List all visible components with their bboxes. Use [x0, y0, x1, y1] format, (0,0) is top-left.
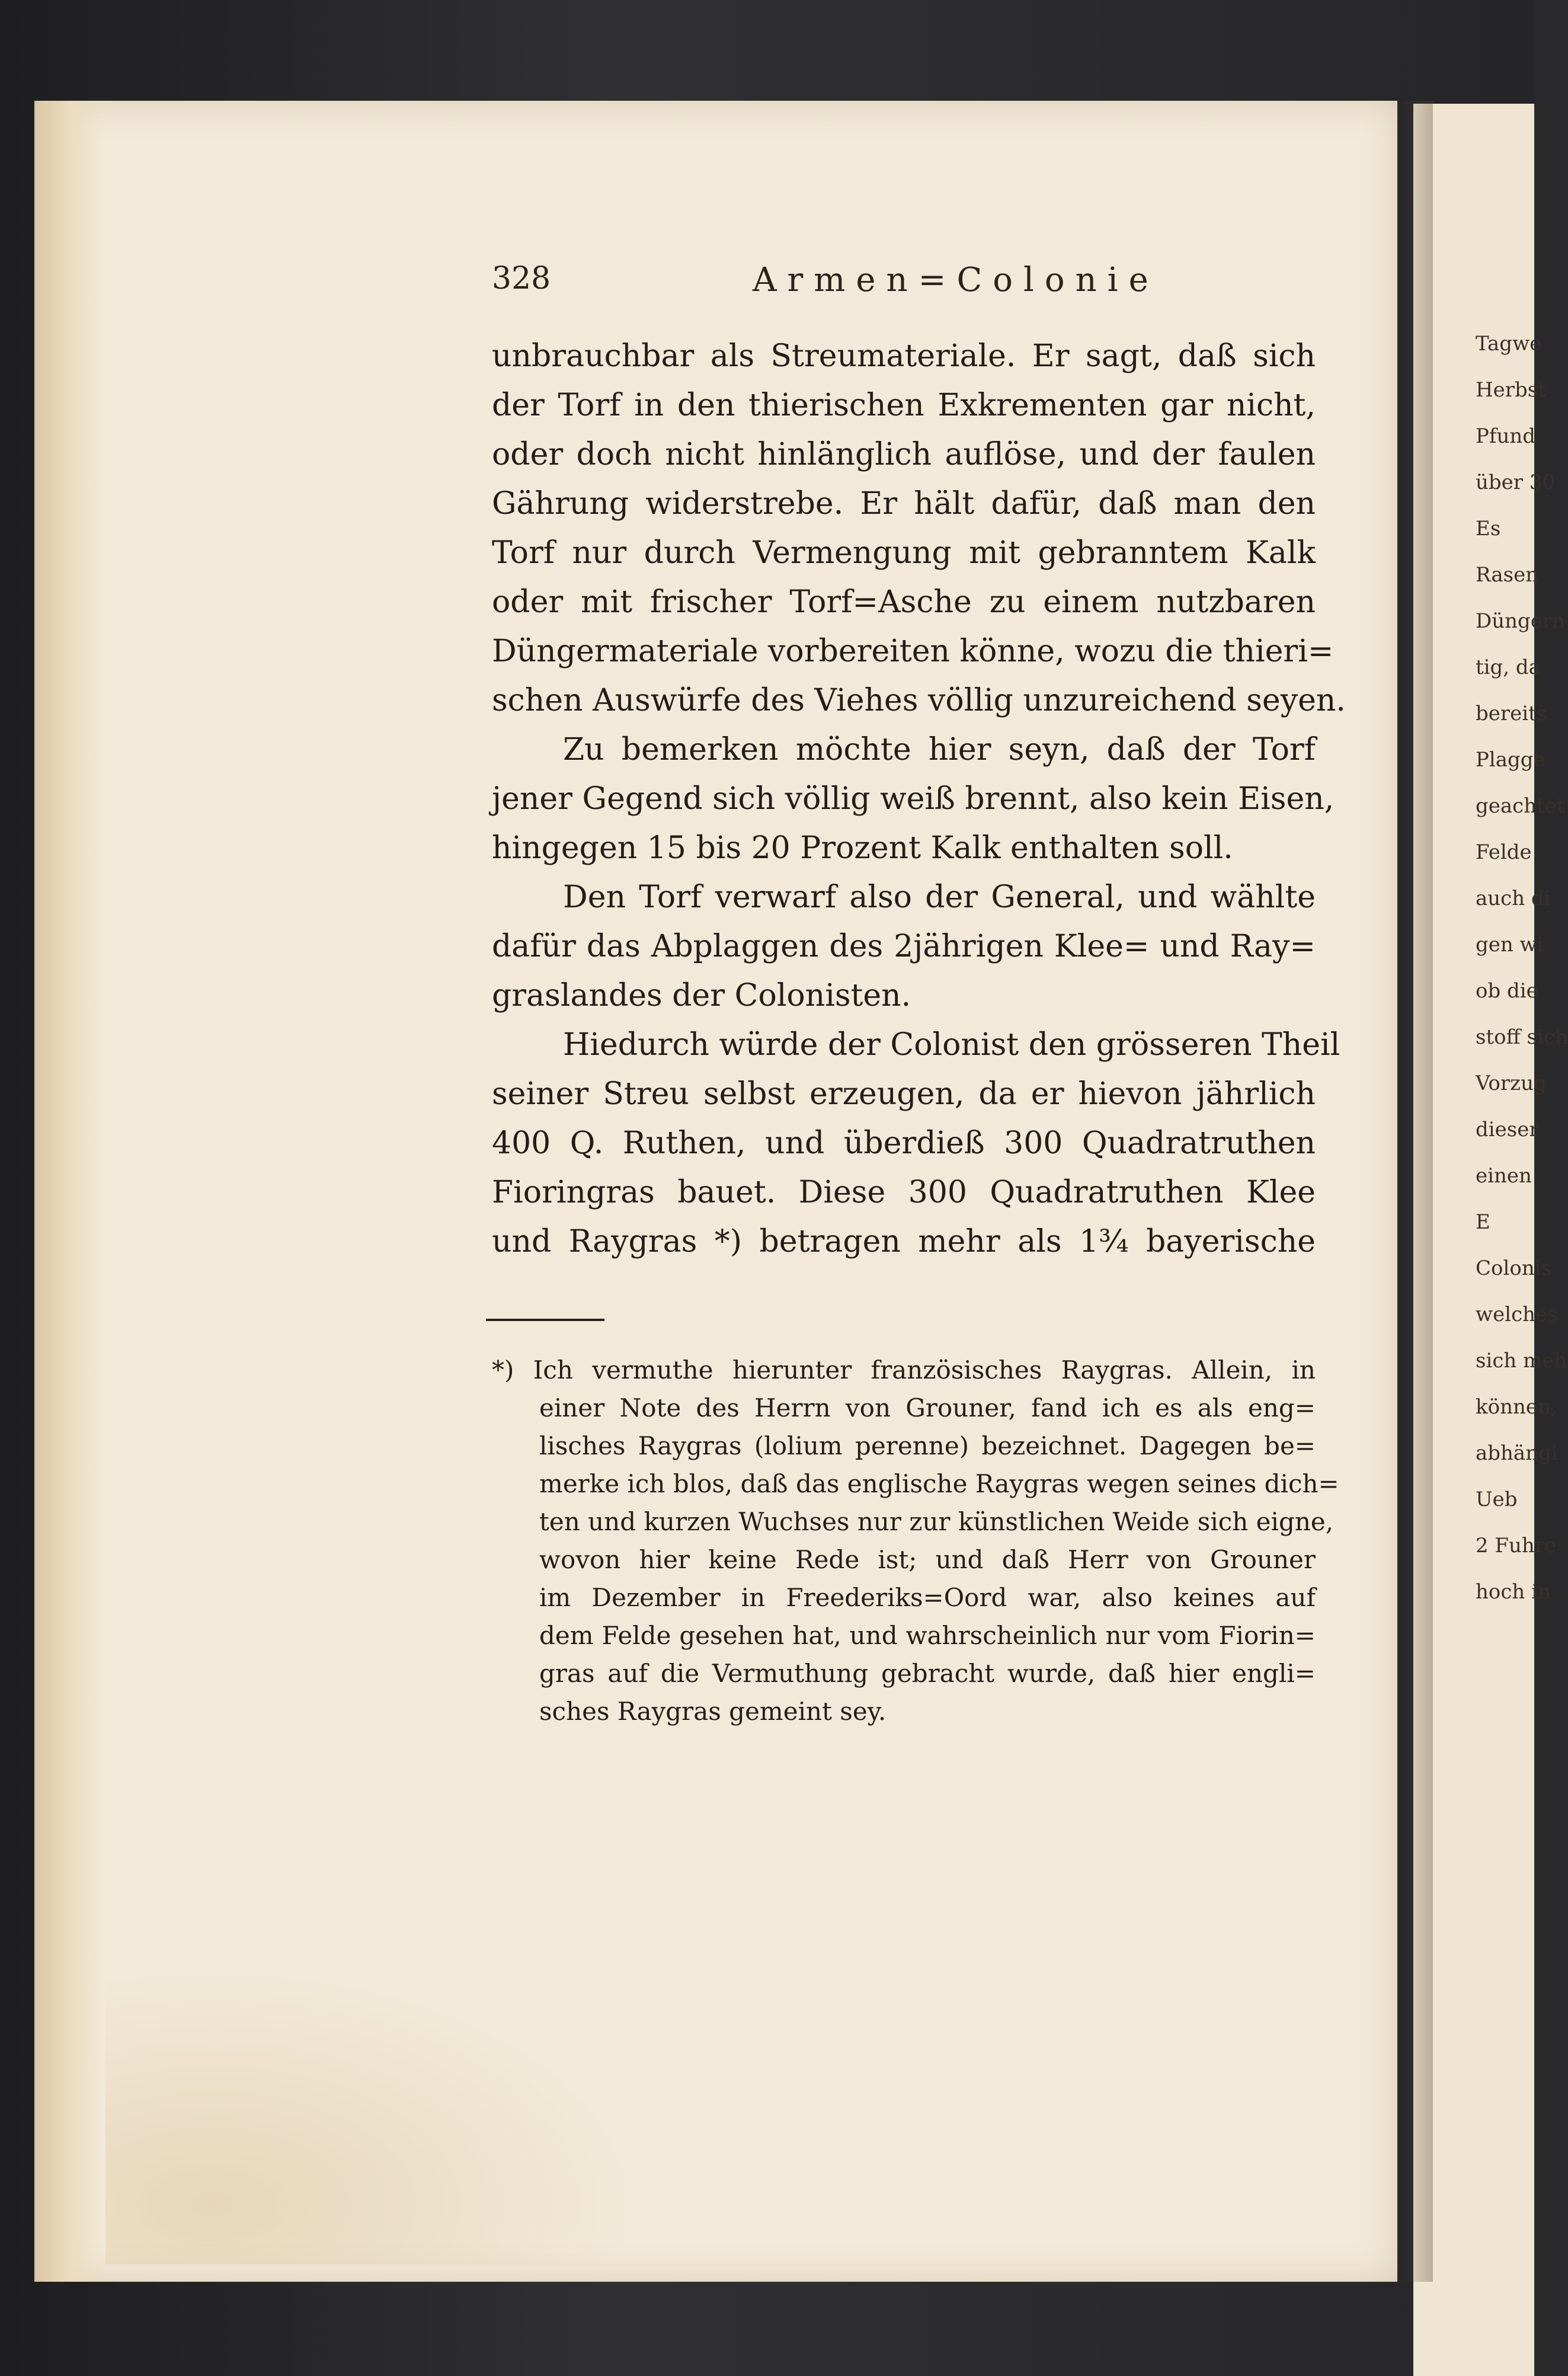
text-line: jener Gegend sich völlig weiß brennt, also kein Eisen, — [492, 781, 1335, 817]
main-text-block — [492, 332, 1346, 1267]
facing-page-fragment: Rasen — [1476, 563, 1539, 587]
text-line: dafür das Abplaggen des 2jährigen Klee= und Ray= — [492, 929, 1316, 964]
facing-page-fragment: Vorzug — [1476, 1072, 1547, 1095]
text-line: und Raygras *) betragen mehr als 1¾ bayerische — [492, 1224, 1316, 1259]
text-line: seiner Streu selbst erzeugen, da er hievon jährlich — [492, 1076, 1316, 1112]
facing-page-fragment: bereits — [1476, 702, 1547, 725]
facing-page-fragment: Colonis — [1476, 1256, 1552, 1280]
running-head — [492, 261, 1321, 308]
page-edge-wear — [34, 101, 105, 2282]
text-line: oder mit frischer Torf=Asche zu einem nutzbaren — [492, 584, 1316, 620]
footnote-block — [492, 1351, 1339, 1731]
footnote-line: wovon hier keine Rede ist; und daß Herr von Grouner — [539, 1545, 1316, 1574]
facing-page-fragment: tig, da — [1476, 655, 1541, 679]
footnote-line: einer Note des Herrn von Grouner, fand ich es als eng= — [539, 1393, 1316, 1422]
running-title: Armen=Colonie — [753, 261, 1159, 299]
text-line: der Torf in den thierischen Exkrementen gar nicht, — [492, 388, 1316, 423]
facing-page-fragment: stoff sich — [1476, 1025, 1568, 1049]
facing-page-fragment: sich meh — [1476, 1349, 1567, 1373]
text-line: hingegen 15 bis 20 Prozent Kalk enthalten soll. — [492, 830, 1233, 866]
facing-page-fragment: 2 Fuhre — [1476, 1534, 1557, 1558]
footnote-line: lisches Raygras (lolium perenne) bezeichnet. Dagegen be= — [539, 1431, 1316, 1460]
facing-page-fragment: können, — [1476, 1395, 1557, 1419]
footnote-line: merke ich blos, daß das englische Raygras wegen seines dich= — [539, 1469, 1339, 1498]
text-line: Düngermateriale vorbereiten könne, wozu die thieri= — [492, 634, 1334, 669]
facing-page-fragment: Es — [1476, 517, 1501, 541]
footnote-line: dem Felde gesehen hat, und wahrscheinlich nur vom Fiorin= — [539, 1621, 1316, 1650]
text-line: oder doch nicht hinlänglich auflöse, und der faulen — [492, 437, 1316, 472]
page-number: 328 — [492, 261, 551, 296]
facing-page-fragment: Felde — [1476, 840, 1532, 864]
facing-page-fragment: einen — [1476, 1164, 1532, 1188]
facing-page-fragment: Ueb — [1476, 1488, 1518, 1511]
facing-page-fragment: gen wi — [1476, 933, 1544, 957]
facing-page-fragment: Plagge — [1476, 748, 1545, 772]
text-line: graslandes der Colonisten. — [492, 978, 911, 1013]
facing-page-fragment: abhängi — [1476, 1441, 1558, 1465]
footnote-line: sches Raygras gemeint sey. — [539, 1697, 887, 1726]
footnote-line: *) Ich vermuthe hierunter französisches Raygras. Allein, in — [492, 1355, 1316, 1384]
text-line: schen Auswürfe des Viehes völlig unzureichend seyen. — [492, 683, 1346, 718]
facing-page-fragment: Pfund — [1476, 424, 1536, 448]
facing-page-fragment: Düngern — [1476, 609, 1566, 633]
text-line: Torf nur durch Vermengung mit gebranntem Kalk — [492, 535, 1316, 571]
footnote-line: im Dezember in Freederiks=Oord war, also keines auf — [539, 1583, 1316, 1612]
footnote-line: ten und kurzen Wuchses nur zur künstlichen Weide sich eigne, — [539, 1507, 1334, 1536]
facing-page-fragment: dieser — [1476, 1118, 1539, 1141]
text-line: Fioringras bauet. Diese 300 Quadratruthen Klee — [492, 1175, 1316, 1210]
text-line: unbrauchbar als Streumateriale. Er sagt, daß sich — [492, 338, 1316, 374]
facing-page-fragment: Tagwe — [1476, 332, 1542, 356]
page-gutter — [1397, 101, 1433, 2282]
facing-page-fragment: hoch in — [1476, 1580, 1551, 1604]
facing-page-fragment: E — [1476, 1210, 1490, 1234]
text-line: Gährung widerstrebe. Er hält dafür, daß man den — [492, 486, 1316, 522]
footnote-line: gras auf die Vermuthung gebracht wurde, daß hier engli= — [539, 1659, 1316, 1688]
facing-page-fragment: ob die — [1476, 979, 1538, 1003]
facing-page-fragment: geachtet — [1476, 794, 1565, 818]
facing-page-fragment: Herbst — [1476, 378, 1546, 402]
facing-page-fragment: welches — [1476, 1303, 1558, 1326]
text-line: Zu bemerken möchte hier seyn, daß der Torf — [563, 732, 1316, 768]
facing-page-fragment: über 30 — [1476, 471, 1556, 494]
facing-page-fragment: auch di — [1476, 887, 1551, 910]
text-line: Den Torf verwarf also der General, und wählte — [563, 880, 1316, 915]
text-line: Hiedurch würde der Colonist den grösseren Theil — [563, 1027, 1340, 1063]
text-line: 400 Q. Ruthen, und überdieß 300 Quadratruthen — [492, 1125, 1316, 1161]
footnote-rule — [486, 1319, 604, 1321]
facing-page-text — [1476, 332, 1568, 1626]
page-stain — [105, 1968, 639, 2264]
